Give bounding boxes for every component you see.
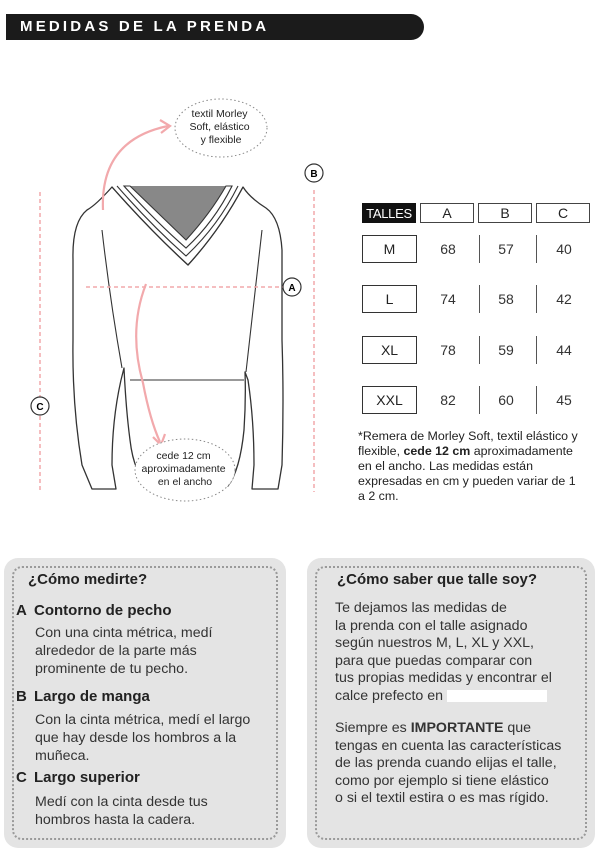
redacted-link-placeholder	[447, 690, 547, 702]
talles-header: TALLES	[362, 203, 416, 223]
value-b: 58	[498, 291, 514, 307]
value-b: 60	[498, 392, 514, 408]
text-line: prominente de tu pecho.	[35, 661, 189, 677]
divider	[479, 235, 480, 263]
value-b: 59	[498, 342, 514, 358]
how-to-measure-panel	[4, 558, 286, 848]
value-a: 68	[440, 241, 456, 257]
divider	[479, 386, 480, 414]
measure-letter-c: C	[16, 769, 27, 786]
value-a: 82	[440, 392, 456, 408]
text-line: Con una cinta métrica, medí	[35, 625, 213, 641]
measure-title-b: Largo de manga	[34, 688, 150, 705]
measure-letter-a: A	[16, 602, 27, 619]
measure-title-a: Contorno de pecho	[34, 602, 172, 619]
important-text: IMPORTANTE	[410, 720, 504, 736]
measure-text-b	[35, 711, 250, 765]
measure-letter-b: B	[16, 688, 27, 705]
text-line: que hay desde los hombros a la	[35, 730, 237, 746]
size-label: XL	[362, 336, 417, 364]
which-size-paragraph-2	[335, 720, 561, 808]
text-line: la prenda con el talle asignado	[335, 617, 528, 634]
value-c: 44	[556, 342, 572, 358]
divider	[536, 336, 537, 364]
text-span: que	[503, 720, 532, 736]
text-line: tus propias medidas y encontrar el	[335, 670, 552, 686]
text-line: alrededor de la parte más	[35, 643, 197, 659]
svg-text:B: B	[310, 169, 318, 180]
section-title: MEDIDAS DE LA PRENDA	[20, 18, 270, 35]
stretch-callout	[135, 439, 235, 501]
table-row	[362, 336, 594, 366]
garment-diagram	[0, 50, 345, 510]
label-c	[31, 397, 49, 415]
svg-text:A: A	[288, 283, 296, 294]
divider	[536, 235, 537, 263]
text-line: tengas en cuenta las características	[335, 737, 562, 754]
size-note	[358, 429, 578, 504]
measure-title-c: Largo superior	[34, 769, 140, 786]
table-row	[362, 235, 594, 265]
which-size-paragraph-1	[335, 600, 552, 705]
divider	[479, 285, 480, 313]
svg-text:textil Morley Soft, elás: textil Morley Soft, elástico y flexible	[189, 108, 250, 146]
text-line: de las prenda cuando elijas el talle,	[335, 755, 557, 771]
value-c: 40	[556, 241, 572, 257]
text-line: Te dejamos las medidas de	[335, 600, 507, 616]
text-line: Con la cinta métrica, medí el largo	[35, 712, 251, 728]
text-line: como por ejemplo si tiene elástico	[335, 772, 549, 789]
divider	[536, 285, 537, 313]
size-label: L	[362, 285, 417, 313]
size-label: M	[362, 235, 417, 263]
table-row	[362, 386, 594, 416]
svg-text:cede 12 cm aproximadamen: cede 12 cm aproximadamente en el ancho	[141, 450, 226, 488]
label-a	[283, 278, 301, 296]
measure-text-a	[35, 624, 212, 678]
value-a: 74	[440, 291, 456, 307]
column-c-header: C	[536, 203, 590, 223]
which-size-panel	[307, 558, 595, 848]
text-line: o si el textil estira o es mas rígido.	[335, 790, 549, 806]
text-line: muñeca.	[35, 748, 90, 764]
value-c: 42	[556, 291, 572, 307]
value-b: 57	[498, 241, 514, 257]
svg-text:C: C	[36, 402, 44, 413]
text-line: hombros hasta la cadera.	[35, 812, 196, 828]
measure-text-c	[35, 793, 208, 829]
section-header	[6, 14, 424, 40]
note-text-2: aproximadamente en el ancho. Las medidas están expresadas en cm y pueden variar de 1 a 2 cm.	[358, 444, 576, 503]
text-line: para que puedas comparar con	[335, 652, 533, 669]
divider	[536, 386, 537, 414]
panel-title: ¿Cómo saber que talle soy?	[337, 571, 538, 588]
text-line: según nuestros M, L, XL y XXL,	[335, 635, 534, 651]
note-bold: cede 12 cm	[403, 444, 471, 458]
panel-title: ¿Cómo medirte?	[28, 571, 148, 588]
column-a-header: A	[420, 203, 474, 223]
table-row	[362, 285, 594, 315]
divider	[479, 336, 480, 364]
column-b-header: B	[478, 203, 532, 223]
note-text-1: *Remera de Morley Soft, textil elástico y flexible,	[358, 429, 578, 458]
label-b	[305, 164, 323, 182]
value-a: 78	[440, 342, 456, 358]
text-span: Siempre es	[335, 720, 411, 736]
value-c: 45	[556, 392, 572, 408]
text-span: calce prefecto en	[335, 687, 444, 704]
text-line	[335, 688, 552, 706]
size-table-header	[362, 203, 590, 223]
text-line: Medí con la cinta desde tus	[35, 794, 208, 810]
text-line	[335, 720, 561, 738]
size-label: XXL	[362, 386, 417, 414]
textile-callout	[175, 99, 267, 157]
